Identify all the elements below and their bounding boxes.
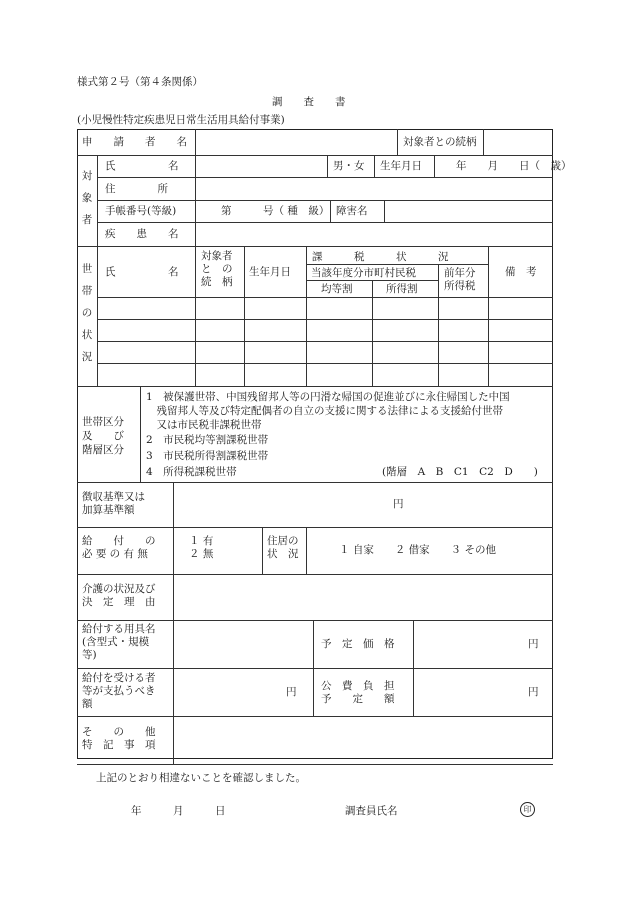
remarks-header: 備 考 [505, 266, 537, 278]
equipment-label: 給付する用具名 (含型式・規模 等) [82, 623, 156, 661]
column-divider [195, 129, 196, 247]
row-divider [77, 482, 553, 483]
classification-item-2[interactable]: 2 市民税均等割課税世帯 [146, 434, 269, 446]
notebook-number-field[interactable]: 第 号（ 種 級） [221, 205, 330, 217]
row-divider [77, 764, 553, 765]
classification-item-3[interactable]: 3 市民税所得割課税世帯 [146, 450, 269, 462]
column-divider [173, 482, 174, 764]
necessity-label: 給 付 の 必 要 の 有 無 [82, 535, 156, 560]
column-divider [306, 527, 307, 574]
public-burden-unit[interactable]: 円 [528, 686, 539, 698]
row-divider [77, 527, 553, 528]
equipment-field[interactable] [175, 622, 311, 667]
seal-mark: 印 [520, 802, 535, 817]
row-divider [97, 200, 553, 201]
planned-price-label: 予 定 価 格 [321, 638, 395, 650]
birthdate-label: 生年月日 [380, 160, 422, 172]
column-divider [327, 155, 328, 177]
income-levy-header: 所得割 [386, 283, 418, 295]
standard-amount-label: 徴収基準又は 加算基準額 [82, 491, 145, 516]
necessity-options[interactable]: １ 有 ２ 無 [189, 535, 214, 560]
column-divider [244, 246, 245, 386]
tax-status-header: 課 税 状 況 [312, 251, 449, 263]
form-number: 様式第２号（第４条関係） [77, 76, 203, 88]
birthdate-field[interactable]: 年 月 日（ 歳） [456, 160, 572, 172]
column-divider [434, 155, 435, 177]
subject-name-label: 氏 名 [105, 160, 179, 172]
row-divider [306, 264, 488, 265]
row-divider [77, 716, 553, 717]
public-burden-label: 公 費 負 担 予 定 額 [321, 680, 395, 705]
address-label: 住 所 [105, 183, 168, 195]
row-divider [97, 363, 553, 364]
other-notes-label: そ の 他 特 記 事 項 [82, 726, 156, 751]
municipal-tax-header: 当該年度分市町村民税 [311, 267, 416, 279]
confirmation-text: 上記のとおり相違ないことを確認しました。 [96, 772, 306, 784]
disability-field[interactable] [386, 202, 551, 221]
classification-item-1[interactable]: 1 被保護世帯、中国残留邦人等の円滑な帰国の促進並びに永住帰国した中国 [146, 391, 510, 403]
row-divider [97, 319, 553, 320]
disease-label: 疾 患 名 [105, 228, 179, 240]
household-birthdate-header: 生年月日 [249, 266, 291, 278]
disease-field[interactable] [197, 224, 551, 245]
row-divider [77, 155, 553, 156]
column-divider [372, 280, 373, 386]
household-name-header: 氏 名 [105, 266, 179, 278]
column-divider [438, 264, 439, 386]
address-field[interactable] [197, 179, 551, 199]
per-capita-header: 均等割 [321, 283, 353, 295]
other-notes-field[interactable] [175, 718, 551, 762]
document-subtitle: (小児慢性特定疾患児日常生活用具給付事業) [77, 114, 285, 126]
classification-item-1b: 残留邦人等及び特定配偶者の自立の支援に関する法律による支援給付世帯 [146, 405, 503, 417]
investigator-name-label: 調査員氏名 [345, 805, 398, 817]
column-divider [140, 386, 141, 482]
column-divider [262, 527, 263, 574]
row-divider [77, 246, 553, 247]
column-divider [97, 155, 98, 386]
row-divider [97, 297, 553, 298]
income-level-field[interactable]: (階層 A B C1 C2 D ) [382, 466, 538, 478]
column-divider [195, 246, 196, 386]
column-divider [313, 620, 314, 716]
notebook-number-label: 手帳番号(等級) [105, 205, 177, 217]
column-divider [384, 200, 385, 222]
classification-item-4[interactable]: 4 所得税課税世帯 [146, 466, 237, 478]
care-field[interactable] [175, 576, 551, 619]
subject-name-field[interactable] [197, 157, 325, 176]
classification-label: 世帯区分 及 び 階層区分 [82, 416, 124, 456]
column-divider [330, 200, 331, 222]
column-divider [488, 246, 489, 386]
prev-income-tax-header: 前年分 所得税 [444, 267, 476, 292]
column-divider [413, 620, 414, 716]
column-divider [374, 155, 375, 177]
column-divider [397, 129, 398, 155]
row-divider [97, 222, 553, 223]
row-divider [77, 668, 553, 669]
row-divider [97, 341, 553, 342]
payment-label: 給付を受ける者 等が支払うべき 額 [82, 672, 156, 710]
housing-label: 住居の 状 況 [267, 535, 299, 560]
care-label: 介護の状況及び 決 定 理 由 [82, 583, 156, 608]
row-divider [77, 574, 553, 575]
applicant-name-label: 申 請 者 名 [82, 136, 187, 148]
applicant-name-field[interactable] [197, 131, 395, 153]
sex-selector[interactable]: 男・女 [333, 160, 365, 172]
row-divider [97, 177, 553, 178]
relation-label: 対象者との続柄 [403, 136, 477, 148]
household-relation-header: 対象者 と の 続 柄 [201, 250, 233, 288]
row-divider [77, 620, 553, 621]
household-section-label: 世帯の状況 [81, 263, 93, 363]
standard-amount-unit[interactable]: 円 [393, 498, 404, 510]
subject-section-label: 対象者 [81, 170, 93, 226]
column-divider [483, 129, 484, 155]
column-divider [306, 246, 307, 386]
housing-options[interactable]: １ 自家 ２ 借家 ３ その他 [339, 544, 497, 556]
disability-label: 障害名 [336, 205, 368, 217]
document-title: 調 査 書 [272, 96, 346, 108]
payment-unit[interactable]: 円 [286, 686, 297, 698]
classification-item-1c: 又は市民税非課税世帯 [146, 419, 262, 431]
relation-field[interactable] [485, 131, 551, 153]
confirmation-date[interactable]: 年 月 日 [131, 805, 226, 817]
planned-price-unit[interactable]: 円 [528, 638, 539, 650]
row-divider [77, 386, 553, 387]
